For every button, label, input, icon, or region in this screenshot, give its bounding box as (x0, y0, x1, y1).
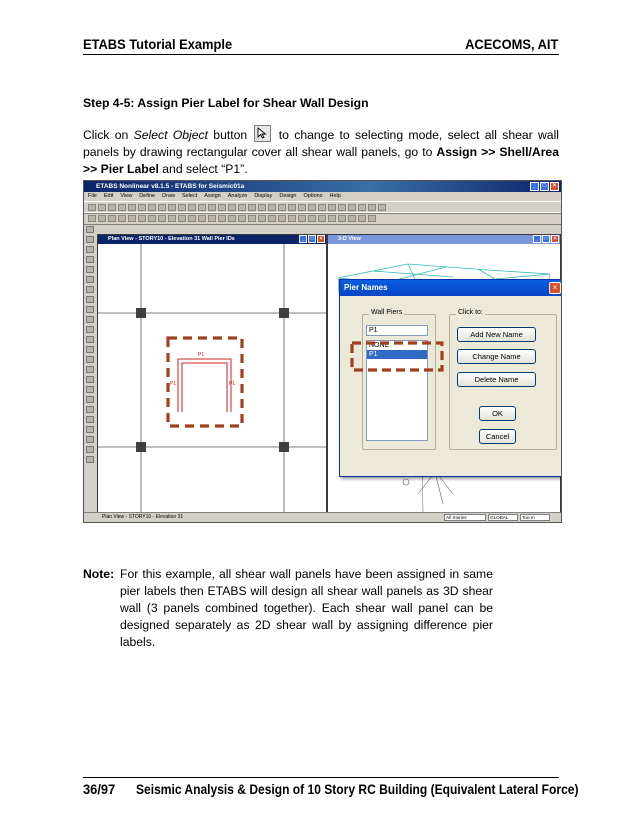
forces-icon[interactable] (188, 215, 196, 222)
snap-mid-icon[interactable] (86, 426, 94, 433)
menu-design[interactable]: Design (279, 193, 297, 199)
close-icon[interactable]: × (550, 182, 559, 191)
menu-options[interactable]: Options (303, 193, 323, 199)
column-draw-icon[interactable] (86, 286, 94, 293)
deformed-icon[interactable] (178, 215, 186, 222)
menu-define[interactable]: Define (139, 193, 156, 199)
units-select-value: Ton-m (522, 515, 535, 520)
left-toolbar (85, 223, 96, 512)
stories-select-value: All Stories (446, 515, 467, 520)
line-icon[interactable] (86, 256, 94, 263)
change-name-button[interactable]: Change Name (457, 349, 536, 364)
dialog-close-icon[interactable]: × (549, 282, 561, 294)
check-icon[interactable] (358, 204, 366, 211)
grid-icon[interactable] (88, 215, 96, 222)
minimize-icon[interactable]: _ (530, 182, 539, 191)
properties-icon[interactable] (278, 215, 286, 222)
wall-design-icon[interactable] (348, 204, 356, 211)
snap-point-icon[interactable] (86, 406, 94, 413)
status-text: Plan View - STORY10 - Elevation 31 (102, 514, 184, 520)
mode-icon[interactable] (198, 215, 206, 222)
open-icon[interactable] (98, 204, 106, 211)
pier-label-right: P1 (229, 381, 236, 387)
dialog-title: Pier Names (340, 280, 562, 296)
snap-perp-icon[interactable] (86, 436, 94, 443)
zoom-out-icon[interactable] (198, 204, 206, 211)
stories-select[interactable] (444, 514, 486, 521)
select-object-icon (254, 125, 271, 142)
refresh-icon[interactable] (148, 204, 156, 211)
select-all-icon[interactable] (86, 366, 94, 373)
plan-view-title: Plan View - STORY10 - Elevation 31 Wall Pier IDs (108, 236, 235, 242)
footer-rule (83, 777, 559, 778)
save-icon[interactable] (108, 204, 116, 211)
instruction-part1: Click on (83, 128, 134, 142)
header-right: ACECOMS, AIT (464, 36, 558, 52)
group-icon[interactable] (298, 215, 306, 222)
stress-icon[interactable] (268, 215, 276, 222)
beam-icon[interactable] (138, 215, 146, 222)
note-label: Note: (83, 567, 115, 581)
note-text: For this example, all shear wall panels have been assigned in same pier labels then ETABS will design all shear wall panels as 3D shear wall (3 panels combined together). Each shear wall panel can be designed separately as 2D shear wall by assigning difference pier labels. (120, 567, 493, 649)
view-3d-titlebar (328, 235, 560, 244)
footer-title: Seismic Analysis & Design of 10 Story RC Building (Equivalent Lateral Force) (136, 781, 579, 797)
pan-icon[interactable] (218, 204, 226, 211)
view-3d-icon[interactable] (228, 204, 236, 211)
menu-select[interactable]: Select (181, 193, 198, 199)
lock-icon[interactable] (158, 204, 166, 211)
delete-name-button[interactable]: Delete Name (457, 372, 536, 387)
select-object-text: Select Object (133, 128, 208, 142)
column-icon[interactable] (148, 215, 156, 222)
snap-grid-icon[interactable] (86, 456, 94, 463)
app-title: ETABS Nonlinear v8.1.5 - ETABS for Seismic01a (96, 183, 245, 190)
perspective-icon[interactable] (268, 204, 276, 211)
diagram-icon[interactable] (208, 215, 216, 222)
brace-icon[interactable] (158, 215, 166, 222)
plan-view-titlebar (98, 235, 326, 244)
pier-name-input[interactable]: P1 (366, 325, 428, 336)
wall-icon[interactable] (128, 215, 136, 222)
instruction-part3: to change to selecting mode, select all shear wall panels by drawing rectangular cover all shear wall panels, go to (83, 128, 560, 159)
run-icon[interactable] (168, 204, 176, 211)
zoom-in-icon[interactable] (188, 204, 196, 211)
plan-close-icon[interactable]: × (317, 235, 325, 243)
footer-page: 36/97 (83, 781, 116, 797)
previous-select-icon[interactable] (86, 376, 94, 383)
pier-icon[interactable] (318, 215, 326, 222)
header-rule (83, 54, 559, 55)
quick-area-icon[interactable] (86, 316, 94, 323)
snap-icon[interactable] (98, 215, 106, 222)
object-shrink-icon[interactable] (298, 204, 306, 211)
column-b2 (279, 442, 289, 452)
pier-label-left: P1 (170, 381, 177, 387)
menu-analyze[interactable]: Analyze (227, 193, 248, 199)
export-icon[interactable] (368, 215, 376, 222)
list-highlight-box (350, 341, 445, 373)
measure-icon[interactable] (358, 215, 366, 222)
load-icon[interactable] (228, 215, 236, 222)
text-icon[interactable] (348, 215, 356, 222)
maximize-icon[interactable]: □ (540, 182, 549, 191)
mass-icon[interactable] (288, 215, 296, 222)
ok-button[interactable]: OK (479, 406, 516, 421)
pier-label-top: P1 (198, 352, 205, 358)
plan-minimize-icon[interactable]: _ (299, 235, 307, 243)
set-options-icon[interactable] (308, 204, 316, 211)
display-icon[interactable] (328, 204, 336, 211)
wall-piers-label: Wall Piers (371, 309, 403, 316)
step-heading: Step 4-5: Assign Pier Label for Shear Wall Design (83, 96, 369, 110)
area-draw-icon[interactable] (86, 296, 94, 303)
wall-draw-icon[interactable] (86, 326, 94, 333)
section-cut-icon[interactable] (86, 356, 94, 363)
reset-icon[interactable] (258, 215, 266, 222)
brace-draw-icon[interactable] (86, 266, 94, 273)
header-left: ETABS Tutorial Example (83, 36, 233, 52)
snap-line-icon[interactable] (86, 446, 94, 453)
rect-area-icon[interactable] (86, 306, 94, 313)
print-icon[interactable] (118, 204, 126, 211)
opening-icon[interactable] (86, 336, 94, 343)
app-menubar (84, 192, 561, 201)
joint-icon[interactable] (238, 215, 246, 222)
coord-select-value: GLOBAL (490, 515, 509, 520)
spandrel-icon[interactable] (328, 215, 336, 222)
cancel-button[interactable]: Cancel (479, 429, 516, 444)
list-item-selected[interactable]: P1 (367, 350, 427, 359)
menu-help[interactable]: Help (329, 193, 341, 199)
click-to-label: Click to: (458, 309, 483, 316)
dimension-icon[interactable] (86, 346, 94, 353)
status-bar (84, 512, 561, 522)
plan-view-window[interactable] (97, 234, 327, 514)
table-icon[interactable] (218, 215, 226, 222)
slab-icon[interactable] (118, 215, 126, 222)
list-item[interactable]: NONE (369, 342, 390, 349)
menu-assign[interactable]: Assign (204, 193, 221, 199)
design-icon[interactable] (368, 204, 376, 211)
pointer-icon[interactable] (86, 226, 94, 233)
undo-icon[interactable] (128, 204, 136, 211)
menu-display[interactable]: Display (254, 193, 273, 199)
menu-file[interactable]: File (88, 193, 97, 199)
column-b1 (279, 308, 289, 318)
view3d-close-icon[interactable]: × (551, 235, 559, 243)
plan-view-canvas (98, 244, 326, 512)
instruction-part2: button (207, 128, 253, 142)
clear-select-icon[interactable] (86, 386, 94, 393)
point-icon[interactable] (86, 246, 94, 253)
instruction-paragraph (83, 125, 559, 178)
menu-view[interactable]: View (120, 193, 133, 199)
frame-icon[interactable] (108, 215, 116, 222)
percent-icon[interactable] (318, 204, 326, 211)
reshape-icon[interactable] (86, 236, 94, 243)
up-icon[interactable] (278, 204, 286, 211)
story-icon[interactable] (338, 215, 346, 222)
column-a1 (136, 308, 146, 318)
rotate-icon[interactable] (258, 204, 266, 211)
etabs-screenshot (83, 180, 562, 523)
intersect-icon[interactable] (86, 396, 94, 403)
snap-end-icon[interactable] (86, 416, 94, 423)
menu-draw[interactable]: Draw (162, 193, 175, 199)
toolbar-bottom (84, 212, 561, 225)
link-icon[interactable] (168, 215, 176, 222)
beam-draw-icon[interactable] (86, 276, 94, 283)
new-icon[interactable] (88, 204, 96, 211)
plan-view-icon[interactable] (238, 204, 246, 211)
zoom-window-icon[interactable] (178, 204, 186, 211)
coord-select[interactable] (488, 514, 518, 521)
app-titlebar (84, 181, 561, 192)
view3d-minimize-icon[interactable]: _ (533, 235, 541, 243)
view-3d-title: 3-D View (338, 236, 361, 242)
redo-icon[interactable] (138, 204, 146, 211)
shell-icon[interactable] (308, 215, 316, 222)
view3d-maximize-icon[interactable]: □ (542, 235, 550, 243)
section-icon[interactable] (378, 204, 386, 211)
frame-design-icon[interactable] (338, 204, 346, 211)
plan-maximize-icon[interactable]: □ (308, 235, 316, 243)
column-a2 (136, 442, 146, 452)
instruction-part4: and select “P1”. (158, 162, 248, 176)
down-icon[interactable] (288, 204, 296, 211)
units-select[interactable] (520, 514, 550, 521)
menu-edit[interactable]: Edit (103, 193, 114, 199)
zoom-all-icon[interactable] (208, 204, 216, 211)
elevation-view-icon[interactable] (248, 204, 256, 211)
add-new-name-button[interactable]: Add New Name (457, 327, 536, 342)
menu-path: Assign >> Shell/Area >> Pier Label (83, 145, 559, 176)
restraint-icon[interactable] (248, 215, 256, 222)
